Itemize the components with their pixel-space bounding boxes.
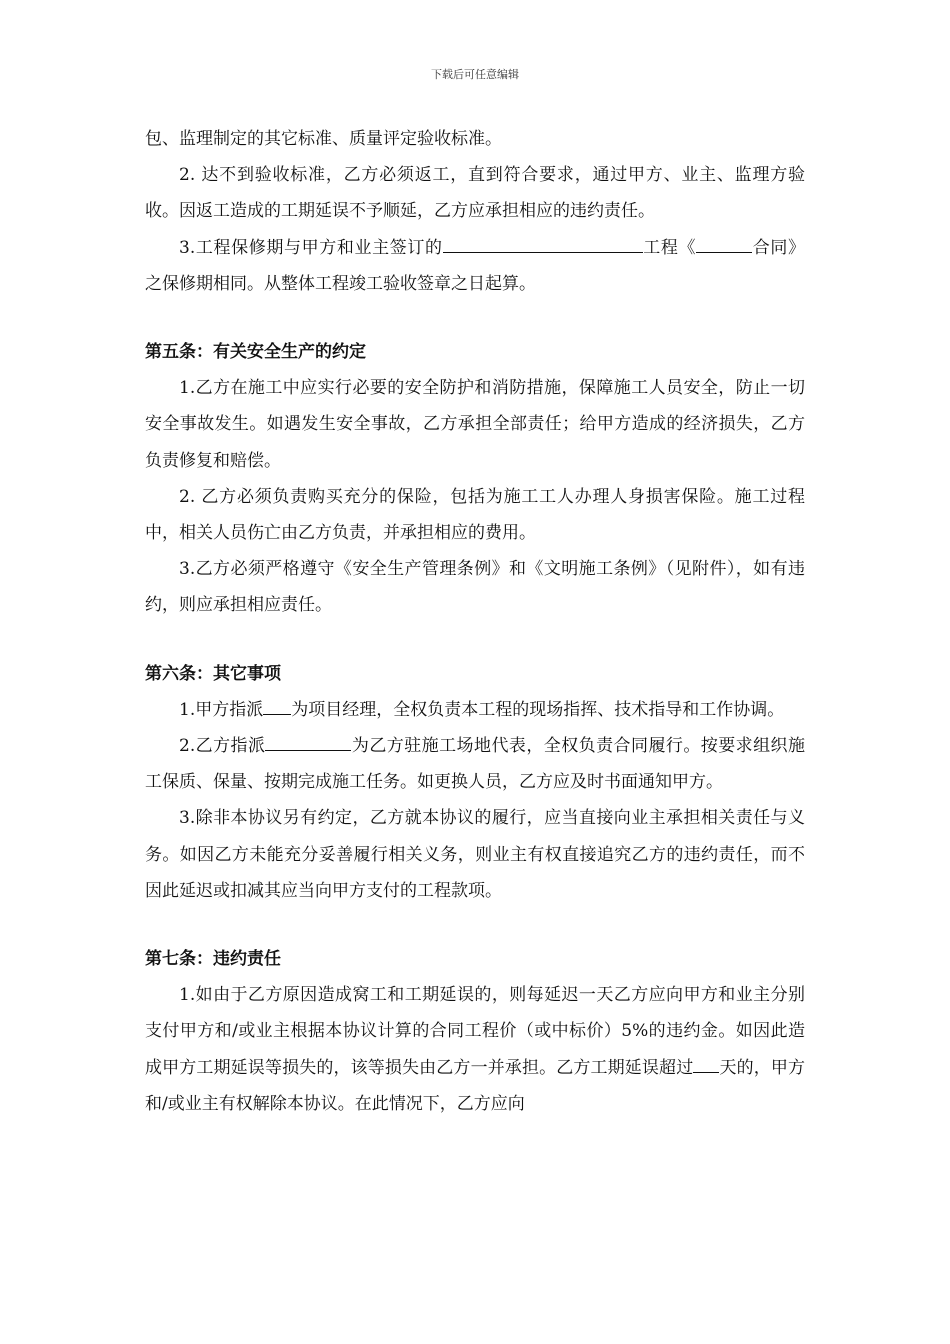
- section-heading: 第七条：违约责任: [145, 949, 281, 970]
- paragraph: 3.除非本协议另有约定，乙方就本协议的履行，应当直接向业主承担相关责任与义务。如因乙方未能充分妥善履行相关义务，则业主有权直接追究乙方的违约责任，而不因此延迟或扣减其应当向甲方支付的工程款项。: [145, 808, 805, 901]
- fill-in-blank: [263, 700, 291, 715]
- page-header: 下载后可任意编辑: [431, 68, 519, 81]
- paragraph: 2. 乙方必须负责购买充分的保险，包括为施工工人办理人身损害保险。施工过程中，相关人员伤亡由乙方负责，并承担相应的费用。: [145, 486, 805, 544]
- fill-in-blank: [693, 1058, 719, 1073]
- fill-in-blank: [696, 238, 752, 253]
- paragraph: 1.如由于乙方原因造成窝工和工期延误的，则每延迟一天乙方应向甲方和业主分别支付甲方和/或业主根据本协议计算的合同工程价（或中标价）5%的违约金。如因此造成甲方工期延误等损失的，该等损失由乙方一并承担。乙方工期延误超过 天的，甲方和/或业主有权解除本协议。在此情况下，乙方应向: [145, 985, 806, 1114]
- section-heading: 第五条：有关安全生产的约定: [145, 342, 366, 363]
- section-heading: 第六条：其它事项: [145, 663, 281, 684]
- paragraph: 2. 达不到验收标准，乙方必须返工，直到符合要求，通过甲方、业主、监理方验收。因返工造成的工期延误不予顺延，乙方应承担相应的违约责任。: [145, 165, 805, 222]
- paragraph: 包、监理制定的其它标准、质量评定验收标准。: [145, 129, 502, 149]
- paragraph: 1.乙方在施工中应实行必要的安全防护和消防措施，保障施工人员安全，防止一切安全事故发生。如遇发生安全事故，乙方承担全部责任；给甲方造成的经济损失，乙方负责修复和赔偿。: [145, 378, 805, 471]
- paragraph: 1.甲方指派 为项目经理，全权负责本工程的现场指挥、技术指导和工作协调。: [179, 699, 785, 720]
- document-body: [145, 121, 805, 1122]
- fill-in-blank: [265, 736, 351, 751]
- paragraph: 3.工程保修期与甲方和业主签订的 工程《 合同》之保修期相同。从整体工程竣工验收签章之日起算。: [145, 237, 806, 294]
- paragraph: 3.乙方必须严格遵守《安全生产管理条例》和《文明施工条例》（见附件），如有违约，则应承担相应责任。: [145, 559, 805, 616]
- fill-in-blank: [443, 238, 643, 253]
- paragraph: 2.乙方指派 为乙方驻施工场地代表，全权负责合同履行。按要求组织施工保质、保量、按期完成施工任务。如更换人员，乙方应及时书面通知甲方。: [145, 736, 805, 793]
